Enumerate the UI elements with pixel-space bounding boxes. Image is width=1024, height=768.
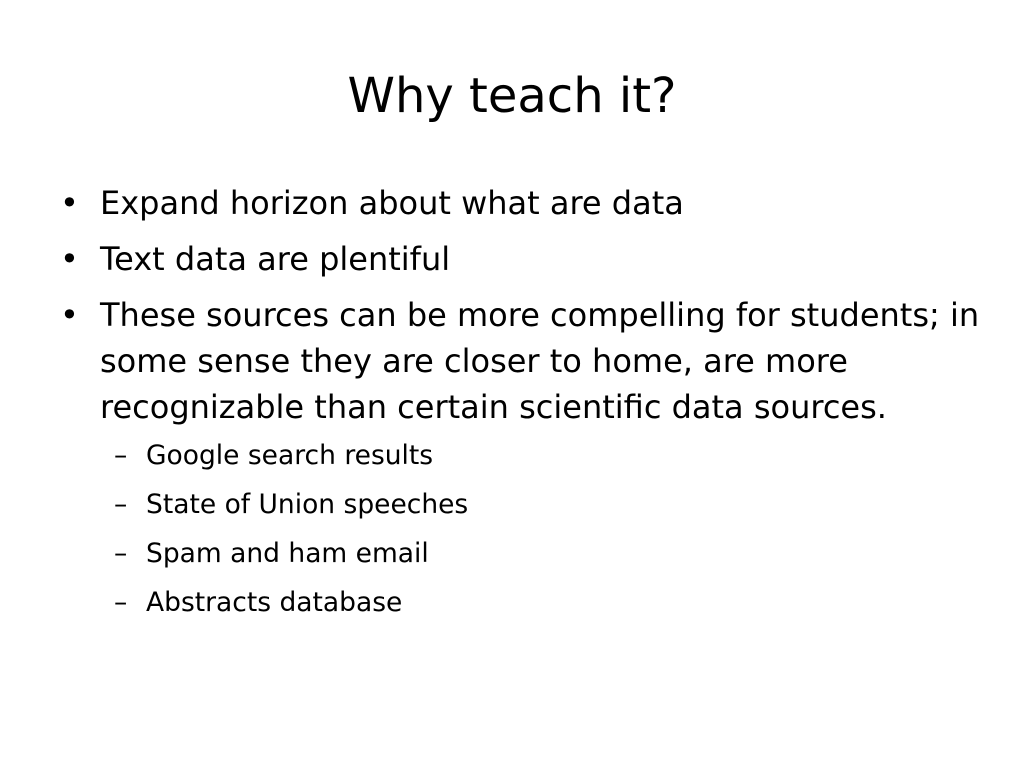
sub-bullet-item xyxy=(100,534,986,574)
slide-title: Why teach it? xyxy=(347,68,677,124)
bullet-item xyxy=(56,292,986,623)
sub-bullet-item xyxy=(100,583,986,623)
dash-icon: – xyxy=(114,489,128,520)
bullet-item xyxy=(56,180,986,226)
bullet-dot-icon: • xyxy=(60,184,79,222)
bullet-text: These sources can be more compelling for students; in some sense they are closer to home, are more recognizable than certain scientific data sources. xyxy=(100,296,980,426)
dash-icon: – xyxy=(114,440,128,471)
slide-body xyxy=(56,180,986,633)
dash-icon: – xyxy=(114,587,128,618)
bullet-dot-icon: • xyxy=(60,240,79,278)
bullet-item xyxy=(56,236,986,282)
sub-bullet-text: Google search results xyxy=(146,440,434,471)
sub-bullet-text: Spam and ham email xyxy=(146,538,429,569)
sub-bullet-text: Abstracts database xyxy=(146,587,403,618)
sub-bullet-list xyxy=(100,436,986,623)
sub-bullet-item xyxy=(100,485,986,525)
bullet-text: Text data are plentiful xyxy=(100,240,451,278)
bullet-list xyxy=(56,180,986,623)
dash-icon: – xyxy=(114,538,128,569)
bullet-text: Expand horizon about what are data xyxy=(100,184,684,222)
sub-bullet-text: State of Union speeches xyxy=(146,489,469,520)
bullet-dot-icon: • xyxy=(60,296,79,334)
sub-bullet-item xyxy=(100,436,986,476)
